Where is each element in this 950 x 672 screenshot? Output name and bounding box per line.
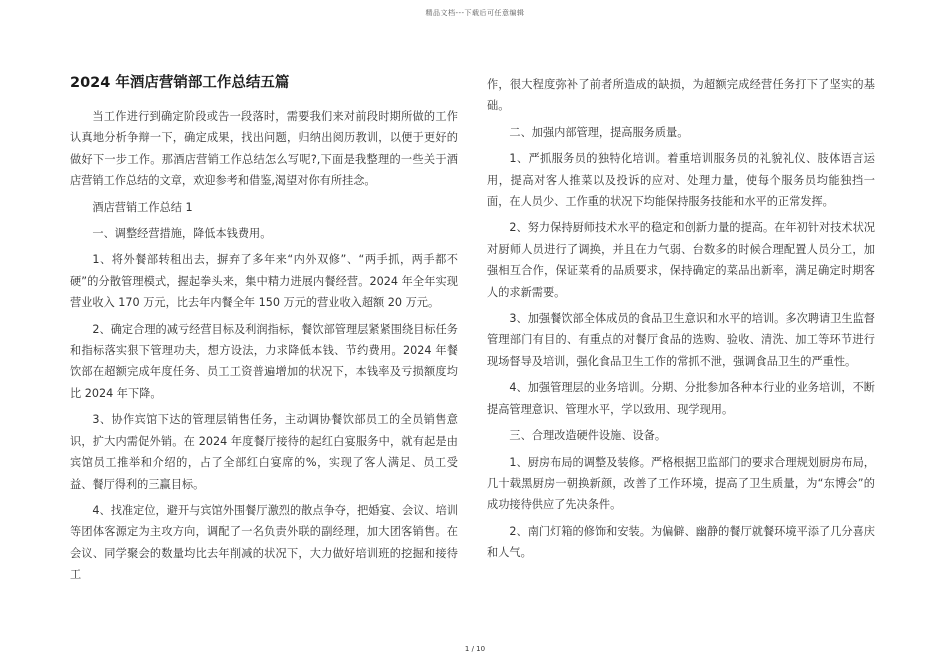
left-column <box>70 74 458 591</box>
intro-paragraph: 当工作进行到确定阶段或告一段落时，需要我们来对前段时期所做的工作认真地分析争辩一下，确定成果，找出问题，归纳出阅历教训，以便于更好的做好下一步工作。那酒店营销工作总结怎么写呢?,下面是我整理的一些关于酒店营销工作总结的文章，欢迎参考和借鉴,渴望对你有所挂念。 <box>70 110 458 188</box>
page-header: 精品文档---下载后可任意编辑 <box>425 9 525 17</box>
paragraph-2-2: 2、努力保持厨师技术水平的稳定和创新力量的提高。在年初针对技术状况对厨师人员进行了调换，并且在力气弱、台数多的时候合理配置人员分工，加强相互合作，保证菜肴的品质要求，保持确定的菜品出新率，满足确定时期客人的求新需要。 <box>487 221 875 299</box>
paragraph-3-2: 2、南门灯箱的修饰和安装。为偏僻、幽静的餐厅就餐环境平添了几分喜庆和人气。 <box>487 524 875 560</box>
right-column <box>487 74 875 569</box>
paragraph-2-1: 1、严抓服务员的独特化培训。着重培训服务员的礼貌礼仪、肢体语言运用，提高对客人推菜以及投诉的应对、处理力量，使每个服务员均能独挡一面，在人员少、工作重的状况下均能保持服务技能和水平的正常发挥。 <box>487 152 875 209</box>
paragraph-2-4: 4、加强管理层的业务培训。分期、分批参加各种本行业的业务培训，不断提高管理意识、管理水平，学以致用、现学现用。 <box>487 381 875 416</box>
paragraph-1-3: 3、协作宾馆下达的管理层销售任务，主动调协餐饮部员工的全员销售意识，扩大内需促外销。在 2024 年度餐厅接待的起红白宴服务中，就有起是由宾馆员工推举和介绍的，占了全部红白宴席的%，实现了客人满足、员工受益、餐厅得利的三赢目标。 <box>70 413 458 491</box>
paragraph-2-3: 3、加强餐饮部全体成员的食品卫生意识和水平的培训。多次聘请卫生监督管理部门有目的、有重点的对餐厅食品的选购、验收、清洗、加工等环节进行现场督导及培训，强化食品卫生工作的常抓不泄，强调食品卫生的严重性。 <box>487 312 875 368</box>
section-heading-3: 三、合理改造硬件设施、设备。 <box>509 429 667 443</box>
document-title: 2024 年酒店营销部工作总结五篇 <box>70 75 290 91</box>
page-number: 1 / 10 <box>464 645 486 653</box>
paragraph-1-4-continued: 作，很大程度弥补了前者所造成的缺损，为超额完成经营任务打下了坚实的基础。 <box>487 78 875 113</box>
paragraph-1-2: 2、确定合理的减亏经营目标及利润指标，餐饮部管理层紧紧围绕目标任务和指标落实狠下管理功夫，想方设法，力求降低本钱、节约费用。2024 年餐饮部在超额完成年度任务、员工工资普遍增加的状况下，本钱率及亏损额度均比 2024 年下降。 <box>70 322 458 400</box>
section-heading-2: 二、加强内部管理，提高服务质量。 <box>509 125 689 139</box>
section-heading-1: 一、调整经营措施，降低本钱费用。 <box>92 227 272 241</box>
paragraph-1-1: 1、将外餐部转租出去，摒弃了多年来“内外双修”、“两手抓，两手都不硬”的分散管理模式，握起拳头来，集中精力进展内餐经营。2024 年全年实现营业收入 170 万元，比去年内餐全年 150 万元的营业收入超额 20 万元。 <box>70 253 458 310</box>
paragraph-3-1: 1、厨房布局的调整及装修。严格根据卫监部门的要求合理规划厨房布局，几十载黑厨房一朝换新颜，改善了工作环境，提高了卫生质量，为“东博会”的成功接待供应了先决条件。 <box>487 455 875 512</box>
paragraph-1-4: 4、找准定位，避开与宾馆外围餐厅激烈的散点争夺，把婚宴、会议、培训等团体客源定为主攻方向，调配了一名负责外联的副经理，加大团客销售。在会议、同学聚会的数量均比去年削减的状况下，大力做好培训班的挖掘和接待工 <box>70 503 458 582</box>
section-label: 酒店营销工作总结 1 <box>92 200 193 214</box>
